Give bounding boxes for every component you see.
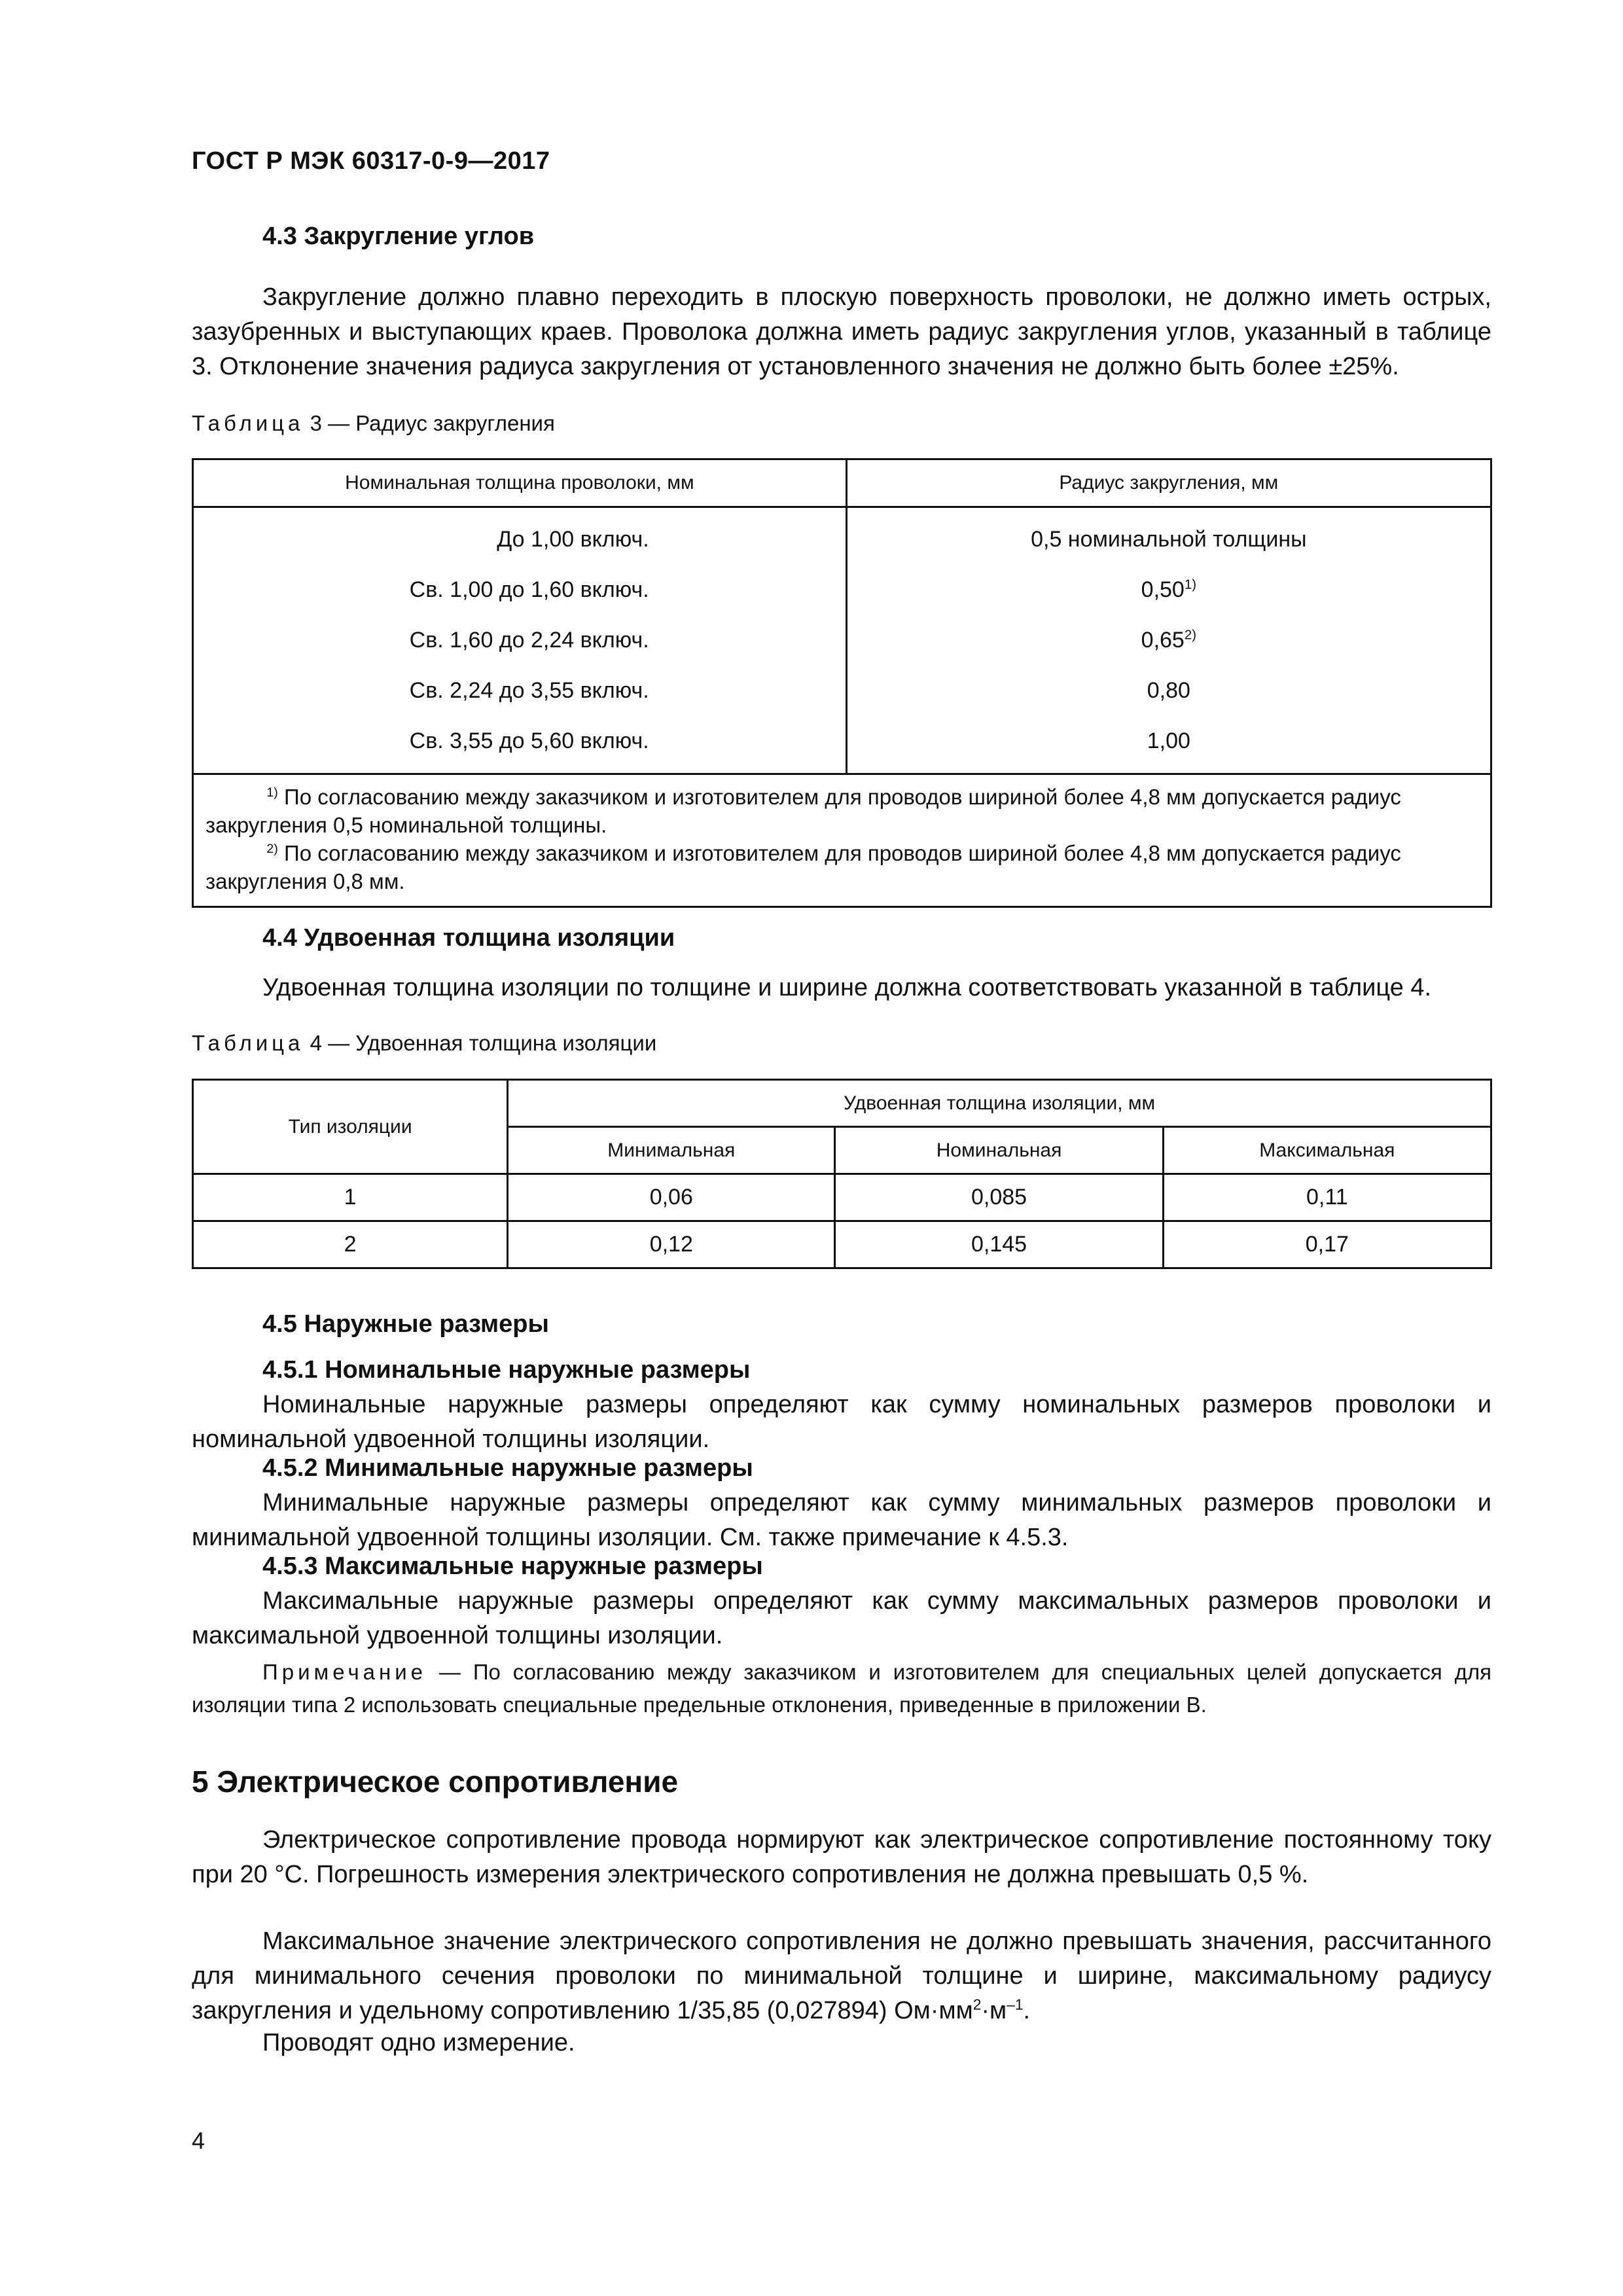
footnote-mark: 2) [1184,628,1196,643]
section-4-5-3-text: Максимальные наружные размеры определяют как сумму максимальных размеров проволоки и максимальной удвоенной толщины изоляции. [192,1587,1491,1649]
note-text: — По согласованию между заказчиком и изготовителем для специальных целей допускается для изоляции типа 2 использовать специальные предельные отклонения, приведенные в приложении В. [192,1660,1491,1717]
table-3-caption-word: Таблица [192,411,304,435]
table-row [193,1174,1491,1221]
superscript: –1 [1007,1996,1024,2013]
document-header: ГОСТ Р МЭК 60317-0-9—2017 [192,147,550,175]
table-3-header-radius: Радиус закругления, мм [846,459,1491,507]
section-4-5-1-heading: 4.5.1 Номинальные наружные размеры [262,1356,751,1384]
table-4-caption [192,1031,656,1056]
table-3 [192,458,1492,908]
table-3-notes-row [193,774,1491,907]
section-4-5-heading: 4.5 Наружные размеры [262,1310,549,1338]
table-3-radius-cell [846,565,1491,615]
table-3-thickness-cell: Св. 2,24 до 3,55 включ. [193,666,847,716]
radius-value: 0,65 [1141,628,1185,653]
section-4-5-1-text: Номинальные наружные размеры определяют как сумму номинальных размеров проволоки и номинальной удвоенной толщины изоляции. [192,1391,1491,1453]
note-word: Примечание [262,1660,427,1684]
table-4 [192,1079,1492,1269]
footnote-mark: 2) [266,842,278,856]
table-3-radius-cell [846,615,1491,666]
table-4-caption-title: 4 — Удвоенная толщина изоляции [310,1031,657,1055]
superscript: 2 [972,1996,982,2013]
table-3-thickness-cell: До 1,00 включ. [193,507,847,565]
table-row [193,565,1491,615]
table-4-min-cell: 0,06 [508,1174,835,1221]
table-4-nom-cell: 0,145 [835,1221,1163,1268]
table-4-type-cell: 1 [193,1174,508,1221]
table-3-radius-cell: 0,80 [846,666,1491,716]
table-4-header-row [193,1080,1491,1127]
section-4-5-3-heading: 4.5.3 Максимальные наружные размеры [262,1552,763,1580]
table-4-header-nom: Номинальная [835,1127,1163,1174]
table-4-max-cell: 0,11 [1163,1174,1491,1221]
footnote-1 [205,783,1478,839]
table-3-radius-cell: 1,00 [846,716,1491,774]
table-3-thickness-cell: Св. 3,55 до 5,60 включ. [193,716,847,774]
table-3-footnotes [193,774,1491,907]
period: . [1023,1997,1031,2024]
section-5-heading: 5 Электрическое сопротивление [192,1765,679,1799]
unit-part: ·м [981,1997,1007,2024]
footnote-mark: 1) [266,785,278,800]
table-4-nom-cell: 0,085 [835,1174,1163,1221]
section-4-4-text: Удвоенная толщина изоляции по толщине и ширине должна соответствовать указанной в таблице 4. [262,974,1432,1001]
table-3-thickness-cell: Св. 1,00 до 1,60 включ. [193,565,847,615]
footnote-text: По согласованию между заказчиком и изготовителем для проводов шириной более 4,8 мм допускается радиус закругления 0,5 номинальной толщины. [205,785,1401,837]
page-number: 4 [192,2127,205,2154]
table-3-header-thickness: Номинальная толщина проволоки, мм [193,459,847,507]
section-4-5-note [192,1656,1491,1721]
section-4-5-2-text: Минимальные наружные размеры определяют как сумму минимальных размеров проволоки и минимальной удвоенной толщины изоляции. См. также примечание к 4.5.3. [192,1489,1491,1551]
section-5-paragraph-3: Проводят одно измерение. [262,2029,575,2056]
section-4-5-2-heading: 4.5.2 Минимальные наружные размеры [262,1454,753,1482]
section-4-3-text: Закругление должно плавно переходить в плоскую поверхность проволоки, не должно иметь острых, зазубренных и выступающих краев. Проволока должна иметь радиус закругления углов, указанный в таблице 3. Отклонение значения радиуса закругления от установленного значения не должно быть более ±25%. [192,283,1491,380]
section-5-paragraph-2 [192,1924,1491,2028]
section-4-4-heading: 4.4 Удвоенная толщина изоляции [262,924,675,952]
table-row [193,666,1491,716]
table-4-type-cell: 2 [193,1221,508,1268]
table-4-header-type: Тип изоляции [193,1080,508,1174]
footnote-mark: 1) [1184,577,1196,592]
table-4-header-group: Удвоенная толщина изоляции, мм [508,1080,1491,1127]
table-4-min-cell: 0,12 [508,1221,835,1268]
section-5-paragraph-1: Электрическое сопротивление провода нормируют как электрическое сопротивление постоянному току при 20 °С. Погрешность измерения электрического сопротивления не должна превышать 0,5 %. [192,1826,1491,1888]
table-4-header-max: Максимальная [1163,1127,1491,1174]
table-3-caption [192,411,555,436]
radius-value: 0,50 [1141,577,1185,602]
section-4-3-heading: 4.3 Закругление углов [262,223,535,250]
table-row [193,1221,1491,1268]
table-row [193,507,1491,565]
table-3-caption-title: 3 — Радиус закругления [310,411,555,435]
table-3-radius-cell: 0,5 номинальной толщины [846,507,1491,565]
table-3-thickness-cell: Св. 1,60 до 2,24 включ. [193,615,847,666]
table-4-max-cell: 0,17 [1163,1221,1491,1268]
table-row [193,716,1491,774]
paragraph-2-main: Максимальное значение электрического сопротивления не должно превышать значения, рассчитанного для минимального сечения проволоки по минимальной толщине и ширине, максимальному радиусу закругления и удельному сопротивлению 1/35,85 (0,027894) Ом·мм [192,1928,1491,2024]
table-3-header-row [193,459,1491,507]
table-4-caption-word: Таблица [192,1031,304,1055]
footnote-2 [205,839,1478,895]
table-4-header-min: Минимальная [508,1127,835,1174]
table-row [193,615,1491,666]
footnote-text: По согласованию между заказчиком и изготовителем для проводов шириной более 4,8 мм допускается радиус закругления 0,8 мм. [205,841,1401,893]
